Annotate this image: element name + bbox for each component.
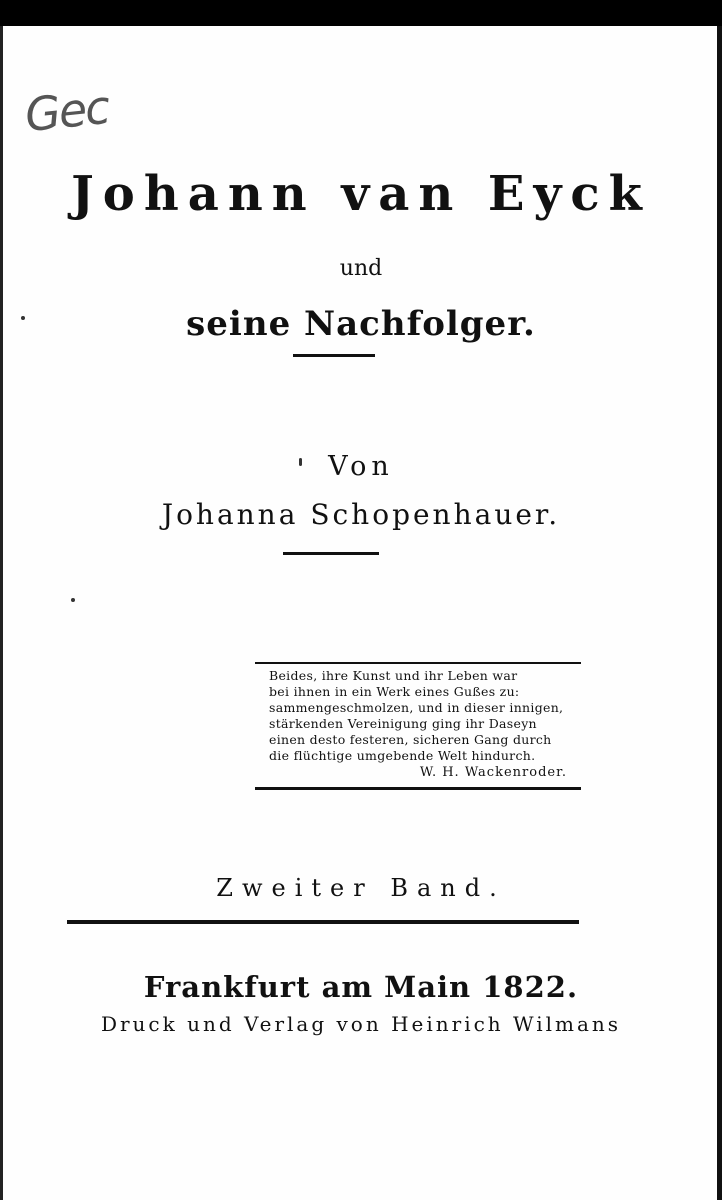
epigraph-line: stärkenden Vereinigung ging ihr Daseyn [269, 716, 537, 731]
divider-rule [283, 552, 379, 555]
volume-label: Zweiter Band. [216, 874, 506, 902]
handwritten-note: Gec [22, 79, 111, 143]
epigraph-line: Beides, ihre Kunst und ihr Leben war [269, 668, 518, 683]
scan-right-border [717, 26, 722, 1200]
epigraph-line: sammengeschmolzen, und in dieser innigen, [269, 700, 564, 715]
divider-rule [293, 354, 375, 357]
title-page [0, 26, 716, 1200]
imprint-place-year: Frankfurt am Main 1822. [143, 970, 579, 1004]
title-conjunction: und [339, 256, 383, 281]
scan-top-border [0, 0, 722, 26]
author-name: Johanna Schopenhauer. [161, 498, 561, 531]
epigraph-line: einen desto festeren, sicheren Gang durch [269, 732, 552, 747]
epigraph-attribution: W. H. Wackenroder. [419, 765, 567, 780]
epigraph [255, 662, 581, 790]
imprint-rule [67, 920, 579, 924]
by-label: Von [328, 451, 394, 482]
speck [21, 316, 25, 320]
book-title: Johann van Eyck [71, 166, 651, 222]
epigraph-line: bei ihnen in ein Werk eines Gußes zu: [269, 684, 520, 699]
speck [71, 598, 75, 602]
speck [299, 458, 302, 466]
book-subtitle: seine Nachfolger. [186, 304, 536, 344]
publisher-line: Druck und Verlag von Heinrich Wilmans [100, 1012, 622, 1036]
epigraph-line: die flüchtige umgebende Welt hindurch. [269, 748, 536, 763]
